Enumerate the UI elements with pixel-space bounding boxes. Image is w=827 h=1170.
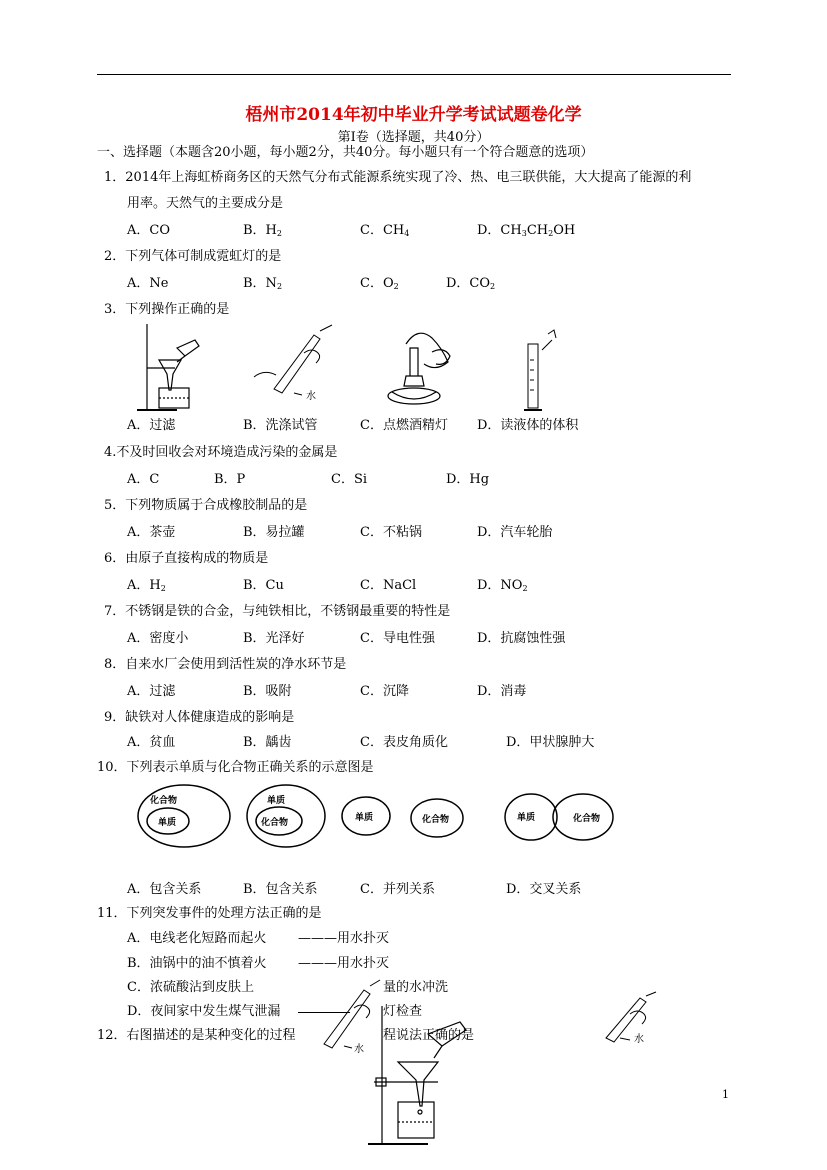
filtration-apparatus-large-image	[368, 986, 478, 1146]
question-1: 1．2014年上海虹桥商务区的天然气分布式能源系统实现了冷、热、电三联供能，大大提高了能源的利	[104, 170, 692, 185]
question-3: 3．下列操作正确的是	[104, 302, 230, 317]
q10-option-a: A．包含关系	[127, 882, 202, 897]
q10-option-b: B．包含关系	[243, 882, 318, 897]
q2-option-a: A．Ne	[127, 276, 169, 291]
q7-option-c: C．导电性强	[360, 631, 435, 646]
lighting-alcohol-lamp-image	[384, 328, 464, 408]
measuring-cylinder-image	[518, 330, 568, 415]
exam-subtitle: 第Ⅰ卷（选择题，共40分）	[337, 130, 490, 145]
q9-option-a: A．贫血	[127, 735, 176, 750]
venn-c-right-label: 化合物	[422, 815, 450, 825]
venn-b-inner-label: 化合物	[261, 818, 289, 828]
water-label: 水	[306, 391, 316, 402]
filtration-apparatus-image	[137, 322, 207, 414]
q11-item-b: B．油锅中的油不慎着火	[127, 956, 267, 971]
venn-c-image	[340, 795, 465, 840]
question-2: 2．下列气体可制成霓虹灯的是	[104, 249, 282, 264]
q3-option-c: C．点燃酒精灯	[360, 418, 448, 433]
q8-option-a: A．过滤	[127, 684, 176, 699]
q11-item-a: A．电线老化短路而起火	[127, 931, 267, 946]
venn-d-right-label: 化合物	[573, 814, 601, 824]
q2-option-b: B．$N_2$	[243, 276, 283, 291]
q6-option-b: B．Cu	[243, 578, 284, 593]
water-label-right: 水	[634, 1034, 644, 1045]
q6-option-a: A．$H_2$	[127, 578, 166, 593]
question-10: 10．下列表示单质与化合物正确关系的示意图是	[97, 760, 374, 775]
venn-a-image	[136, 783, 232, 849]
question-7: 7．不锈钢是铁的合金，与纯铁相比，不锈钢最重要的特性是	[104, 604, 451, 619]
venn-a-inner-label: 单质	[158, 818, 177, 828]
q2-option-d: D．$CO_2$	[446, 276, 496, 291]
q9-option-c: C．表皮角质化	[360, 735, 448, 750]
washing-test-tube-image	[254, 325, 334, 400]
header-rule	[97, 74, 731, 75]
question-12: 12．右图描述的是某种变化的过程	[97, 1028, 296, 1043]
q3-option-d: D．读液体的体积	[477, 418, 579, 433]
q9-option-b: B．龋齿	[243, 735, 292, 750]
question-11: 11．下列突发事件的处理方法正确的是	[97, 906, 322, 921]
question-9: 9．缺铁对人体健康造成的影响是	[104, 710, 295, 725]
question-8: 8．自来水厂会使用到活性炭的净水环节是	[104, 657, 347, 672]
q7-option-a: A．密度小	[127, 631, 189, 646]
q3-option-b: B．洗涤试管	[243, 418, 318, 433]
q7-option-b: B．光泽好	[243, 631, 305, 646]
venn-b-outer-label: 单质	[267, 796, 286, 806]
q11-item-c: C．浓硫酸沾到皮肤上	[127, 980, 254, 995]
q8-option-b: B．吸附	[243, 684, 292, 699]
q11-item-d-answer: 灯检查	[383, 1004, 423, 1019]
washing-test-tube-right-image	[600, 992, 670, 1047]
section-heading: 一、选择题（本题含20小题，每小题2分，共40分。每小题只有一个符合题意的选项）	[97, 145, 594, 160]
q4-option-d: D．Hg	[446, 472, 490, 487]
water-label-overlay: 水	[354, 1044, 364, 1055]
q11-item-a-answer: ———用水扑灭	[298, 931, 390, 946]
venn-a-outer-label: 化合物	[150, 796, 178, 806]
question-4: 4.不及时回收会对环境造成污染的金属是	[104, 445, 338, 460]
q10-option-c: C．并列关系	[360, 882, 435, 897]
q6-option-d: D．$NO_2$	[477, 578, 528, 593]
q5-option-d: D．汽车轮胎	[477, 525, 553, 540]
q10-option-d: D．交叉关系	[506, 882, 582, 897]
q5-option-c: C．不粘锅	[360, 525, 422, 540]
q2-option-c: C．$O_2$	[360, 276, 399, 291]
question-6: 6．由原子直接构成的物质是	[104, 551, 269, 566]
q4-option-c: C．Si	[331, 472, 368, 487]
q4-option-a: A．C	[127, 472, 160, 487]
question-5: 5．下列物质属于合成橡胶制品的是	[104, 498, 308, 513]
q11-item-c-answer: 量的水冲洗	[383, 980, 449, 995]
q6-option-c: C．NaCl	[360, 578, 417, 593]
q1-option-a: A．CO	[127, 223, 170, 238]
venn-d-left-label: 单质	[517, 813, 536, 823]
q1-option-b: B．$H_2$	[243, 223, 282, 238]
question-12-tail: 程说法正确的是	[383, 1028, 475, 1043]
exam-title: 梧州市2014年初中毕业升学考试试题卷化学	[245, 105, 582, 125]
q4-option-b: B．P	[214, 472, 246, 487]
q11-item-d: D．夜间家中发生煤气泄漏	[127, 1004, 281, 1019]
venn-b-image	[245, 783, 327, 849]
q8-option-c: C．沉降	[360, 684, 409, 699]
q3-option-a: A．过滤	[127, 418, 176, 433]
question-1-line2: 用率。天然气的主要成分是	[127, 196, 284, 211]
q1-option-c: C．$CH_4$	[360, 223, 410, 238]
q9-option-d: D．甲状腺肿大	[506, 735, 595, 750]
q11-item-b-answer: ———用水扑灭	[298, 956, 390, 971]
q1-option-d: D．$CH_3CH_2OH$	[477, 223, 576, 238]
q5-option-a: A．茶壶	[127, 525, 176, 540]
q5-option-b: B．易拉罐	[243, 525, 305, 540]
q7-option-d: D．抗腐蚀性强	[477, 631, 566, 646]
q8-option-d: D．消毒	[477, 684, 527, 699]
venn-d-image	[503, 791, 615, 843]
venn-c-left-label: 单质	[355, 813, 374, 823]
page-number: 1	[722, 1088, 729, 1101]
